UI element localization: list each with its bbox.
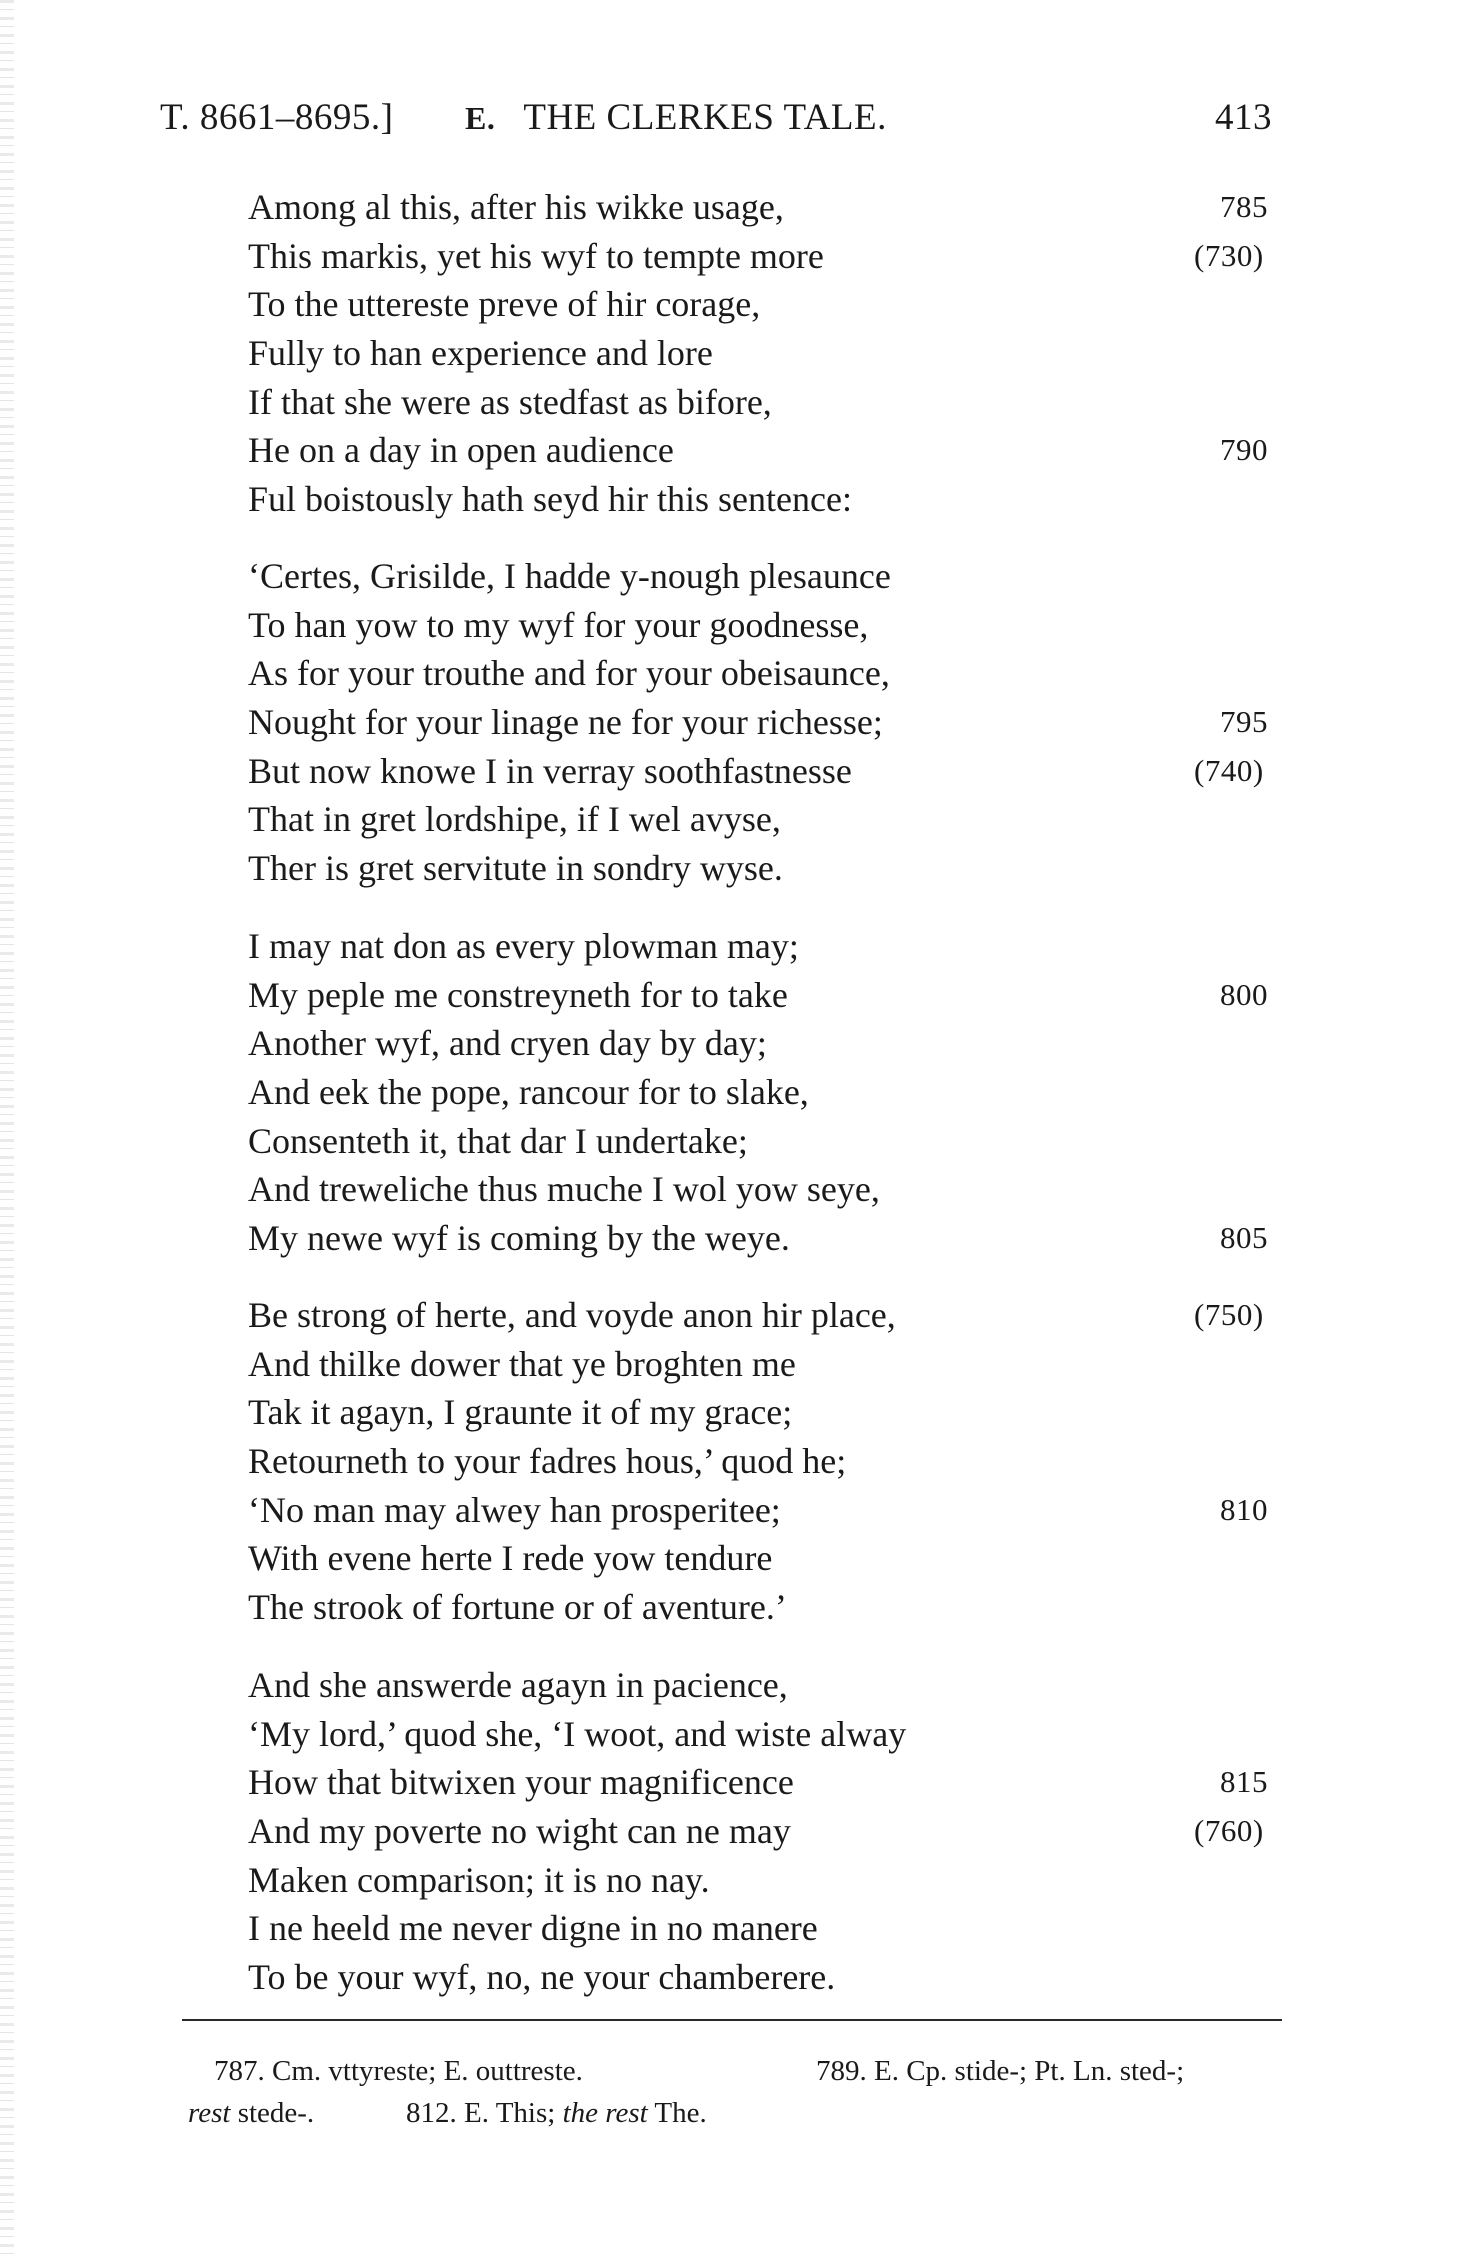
- verse-line: [248, 649, 1278, 698]
- verse-line: [248, 1437, 1278, 1486]
- verse-text: Maken comparison; it is no nay.: [248, 1859, 710, 1900]
- line-number: 800: [1220, 976, 1268, 1012]
- footnote-row-1: [188, 2050, 1288, 2092]
- verse-text: To the uttereste preve of hir corage,: [248, 284, 761, 325]
- verse-text: That in gret lordshipe, if I wel avyse,: [248, 799, 781, 840]
- verse-text: Tak it agayn, I graunte it of my grace;: [248, 1392, 793, 1433]
- verse-text: The strook of fortune or of aventure.’: [248, 1587, 787, 1628]
- verse-line: [248, 1583, 1278, 1632]
- verse-line: [248, 378, 1278, 427]
- verse-line: [248, 1661, 1278, 1710]
- stanza-2: [248, 552, 1278, 893]
- verse-text: Among al this, after his wikke usage,: [248, 187, 784, 227]
- verse-text: To han yow to my wyf for your goodnesse,: [248, 604, 869, 645]
- verse-line: [248, 795, 1278, 844]
- verse-text: How that bitwixen your magnificence: [248, 1762, 794, 1803]
- line-number: 815: [1220, 1764, 1268, 1800]
- verse-line: [248, 1534, 1278, 1583]
- verse-text: Ther is gret servitute in sondry wyse.: [248, 848, 783, 889]
- verse-line: [248, 1953, 1278, 2002]
- verse-text: I may nat don as every plowman may;: [248, 926, 799, 966]
- verse-text: Fully to han experience and lore: [248, 333, 713, 374]
- verse-line: [248, 1019, 1278, 1068]
- verse-text: My newe wyf is coming by the weye.: [248, 1218, 790, 1259]
- tale-title: THE CLERKES TALE.: [523, 97, 887, 138]
- verse-line: [248, 1117, 1278, 1166]
- verse-line: [248, 971, 1278, 1020]
- footnote-812: [406, 2092, 707, 2134]
- verse-text: ‘My lord,’ quod she, ‘I woot, and wiste alway: [248, 1713, 907, 1754]
- verse-text: Consenteth it, that dar I undertake;: [248, 1120, 748, 1161]
- verse-line: [248, 1388, 1278, 1437]
- line-number: 805: [1220, 1220, 1268, 1256]
- line-number: (750): [1194, 1297, 1264, 1332]
- verse-line: [248, 844, 1278, 893]
- footnote-rule: [182, 2019, 1282, 2021]
- verse-text: Another wyf, and cryen day by day;: [248, 1023, 767, 1064]
- stanza-5: [248, 1661, 1278, 2002]
- verse-text: Nought for your linage ne for your richesse;: [248, 702, 883, 743]
- footnote-789-italic: rest: [188, 2097, 231, 2129]
- verse-text: My peple me constreyneth for to take: [248, 974, 788, 1015]
- line-number: (740): [1194, 752, 1264, 788]
- footnote-812-start: 812. E. This;: [406, 2097, 563, 2129]
- verse-text: And she answerde agayn in pacience,: [248, 1665, 788, 1705]
- line-number: 785: [1220, 189, 1268, 224]
- scanned-page-edge: [0, 0, 14, 2258]
- running-header: [160, 96, 1272, 146]
- verse-line: [248, 1165, 1278, 1214]
- verse-text: To be your wyf, no, ne your chamberere.: [248, 1957, 836, 1998]
- footnote-row-2: [188, 2092, 1288, 2134]
- verse-line: [248, 1486, 1278, 1535]
- verse-text: But now knowe I in verray soothfastnesse: [248, 750, 852, 791]
- verse-line: [248, 601, 1278, 650]
- verse-text: ‘Certes, Grisilde, I hadde y-nough plesaunce: [248, 556, 891, 596]
- verse-line: [248, 747, 1278, 796]
- verse-line: [248, 1758, 1278, 1807]
- verse-line: [248, 1904, 1278, 1953]
- stanza-1: [248, 183, 1278, 524]
- verse-line: [248, 426, 1278, 475]
- verse-text: With evene herte I rede yow tendure: [248, 1538, 773, 1579]
- verse-line: [248, 475, 1278, 524]
- verse-text: Ful boistously hath seyd hir this sentence:: [248, 479, 852, 520]
- verse-text: And thilke dower that ye broghten me: [248, 1343, 796, 1384]
- footnote-789-continued: [188, 2092, 314, 2134]
- footnote-812-italic: the rest: [562, 2097, 648, 2129]
- verse-line: [248, 1068, 1278, 1117]
- verse-line: [248, 183, 1278, 232]
- verse-line: [248, 1340, 1278, 1389]
- verse-text: Retourneth to your fadres hous,’ quod he;: [248, 1441, 847, 1482]
- verse-text: He on a day in open audience: [248, 430, 674, 471]
- verse-line: [248, 922, 1278, 971]
- verse-line: [248, 1710, 1278, 1759]
- verse-line: [248, 1807, 1278, 1856]
- verse-line: [248, 698, 1278, 747]
- footnote-812-end: The.: [647, 2097, 707, 2129]
- line-number: (760): [1194, 1813, 1264, 1849]
- stanza-4: [248, 1291, 1278, 1632]
- stanza-3: [248, 922, 1278, 1263]
- verse-text: If that she were as stedfast as bifore,: [248, 381, 772, 422]
- verse-line: [248, 329, 1278, 378]
- footnote-789-rest: stede-.: [230, 2097, 315, 2129]
- line-number: 810: [1220, 1491, 1268, 1527]
- footnote-789: 789. E. Cp. stide-; Pt. Ln. sted-;: [816, 2055, 1185, 2087]
- verse-line: [248, 1214, 1278, 1263]
- verse-text: ‘No man may alwey han prosperitee;: [248, 1489, 781, 1530]
- line-number: 790: [1220, 432, 1268, 468]
- page-number: 413: [1215, 97, 1272, 138]
- footnotes: [188, 2050, 1288, 2134]
- fragment-mark: E.: [465, 100, 496, 136]
- verse-line: [248, 552, 1278, 601]
- verse-text: As for your trouthe and for your obeisaunce,: [248, 653, 890, 694]
- verse-text: Be strong of herte, and voyde anon hir place,: [248, 1295, 896, 1335]
- verse-line: [248, 1291, 1278, 1340]
- verse-text: This markis, yet his wyf to tempte more: [248, 235, 824, 276]
- verse-text: And treweliche thus muche I wol yow seye,: [248, 1169, 880, 1210]
- verse-text: And my poverte no wight can ne may: [248, 1811, 791, 1852]
- line-range: T. 8661–8695.]: [160, 97, 394, 138]
- verse-line: [248, 280, 1278, 329]
- running-title: [465, 96, 887, 139]
- verse-line: [248, 1856, 1278, 1905]
- verse-text: And eek the pope, rancour for to slake,: [248, 1072, 809, 1113]
- line-number: (730): [1194, 237, 1264, 273]
- verse-line: [248, 232, 1278, 281]
- footnote-787: 787. Cm. vttyreste; E. outtreste.: [214, 2055, 583, 2087]
- line-number: 795: [1220, 704, 1268, 740]
- verse-text: I ne heeld me never digne in no manere: [248, 1908, 818, 1949]
